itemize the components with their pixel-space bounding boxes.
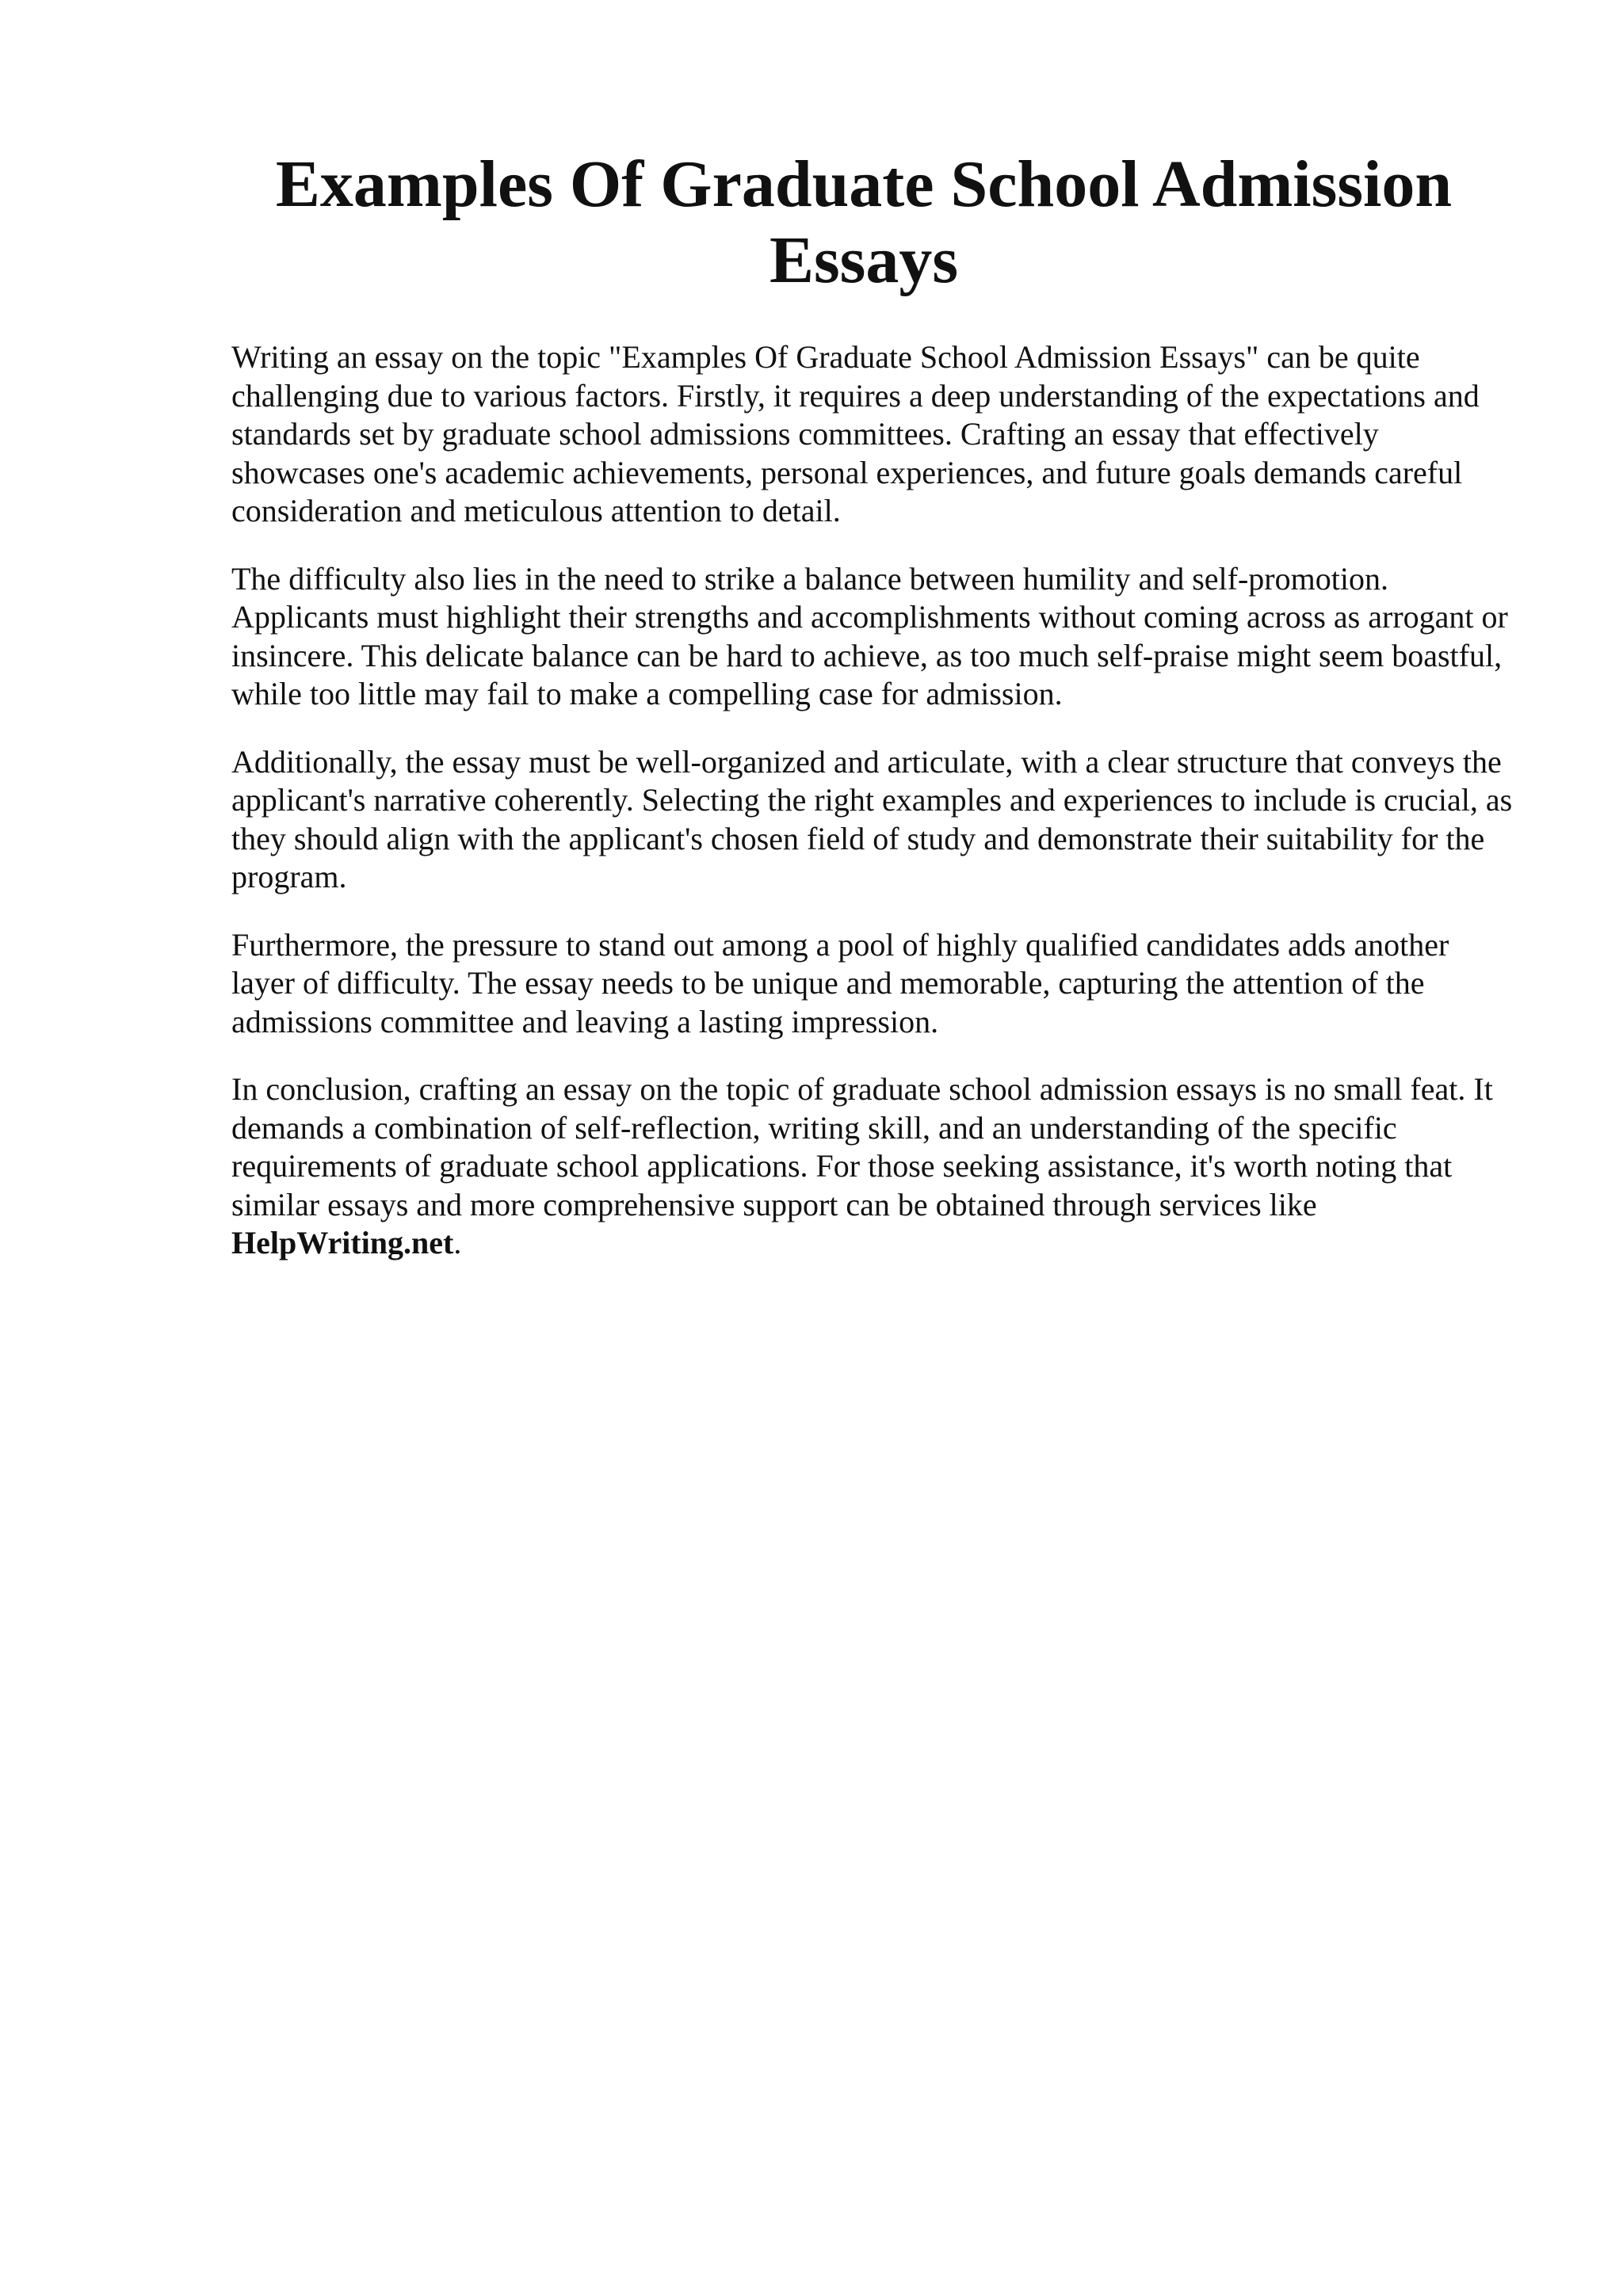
brand-link[interactable]: HelpWriting.net <box>231 1225 454 1261</box>
paragraph-3: Additionally, the essay must be well-organized and articulate, with a clear structure that conveys the applicant's narrative coherently. Selecting the right examples and experiences to include is crucial, as they should align with the applicant's chosen field of study and demonstrate their suitability for the program. <box>231 743 1513 894</box>
conclusion-text: In conclusion, crafting an essay on the topic of graduate school admission essays is no small feat. It demands a combination of self-reflection, writing skill, and an understanding of the specific requirements of graduate school applications. For those seeking assistance, it's worth noting that similar essays and more comprehensive support can be obtained through services like <box>231 1071 1493 1222</box>
paragraph-conclusion <box>231 1070 1515 1263</box>
paragraph-1: Writing an essay on the topic "Examples Of Graduate School Admission Essays" can be quite challenging due to various factors. Firstly, it requires a deep understanding of the expectations and standards set by graduate school admissions committees. Crafting an essay that effectively showcases one's academic achievements, personal experiences, and future goals demands careful consideration and meticulous attention to detail. <box>231 339 1480 528</box>
end-punctuation: . <box>453 1225 462 1261</box>
paragraph-4: Furthermore, the pressure to stand out among a pool of highly qualified candidates adds another layer of difficulty. The essay needs to be unique and memorable, capturing the attention of the admissions committee and leaving a lasting impression. <box>231 926 1449 1039</box>
essay-body <box>231 338 1515 1292</box>
paragraph-2: The difficulty also lies in the need to strike a balance between humility and self-promotion. Applicants must highlight their strengths and accomplishments without coming across as arrogant or insincere. This delicate balance can be hard to achieve, as too much self-praise might seem boastful, while too little may fail to make a compelling case for admission. <box>231 560 1508 711</box>
page-title: Examples Of Graduate School Admission Essays <box>275 147 1453 297</box>
